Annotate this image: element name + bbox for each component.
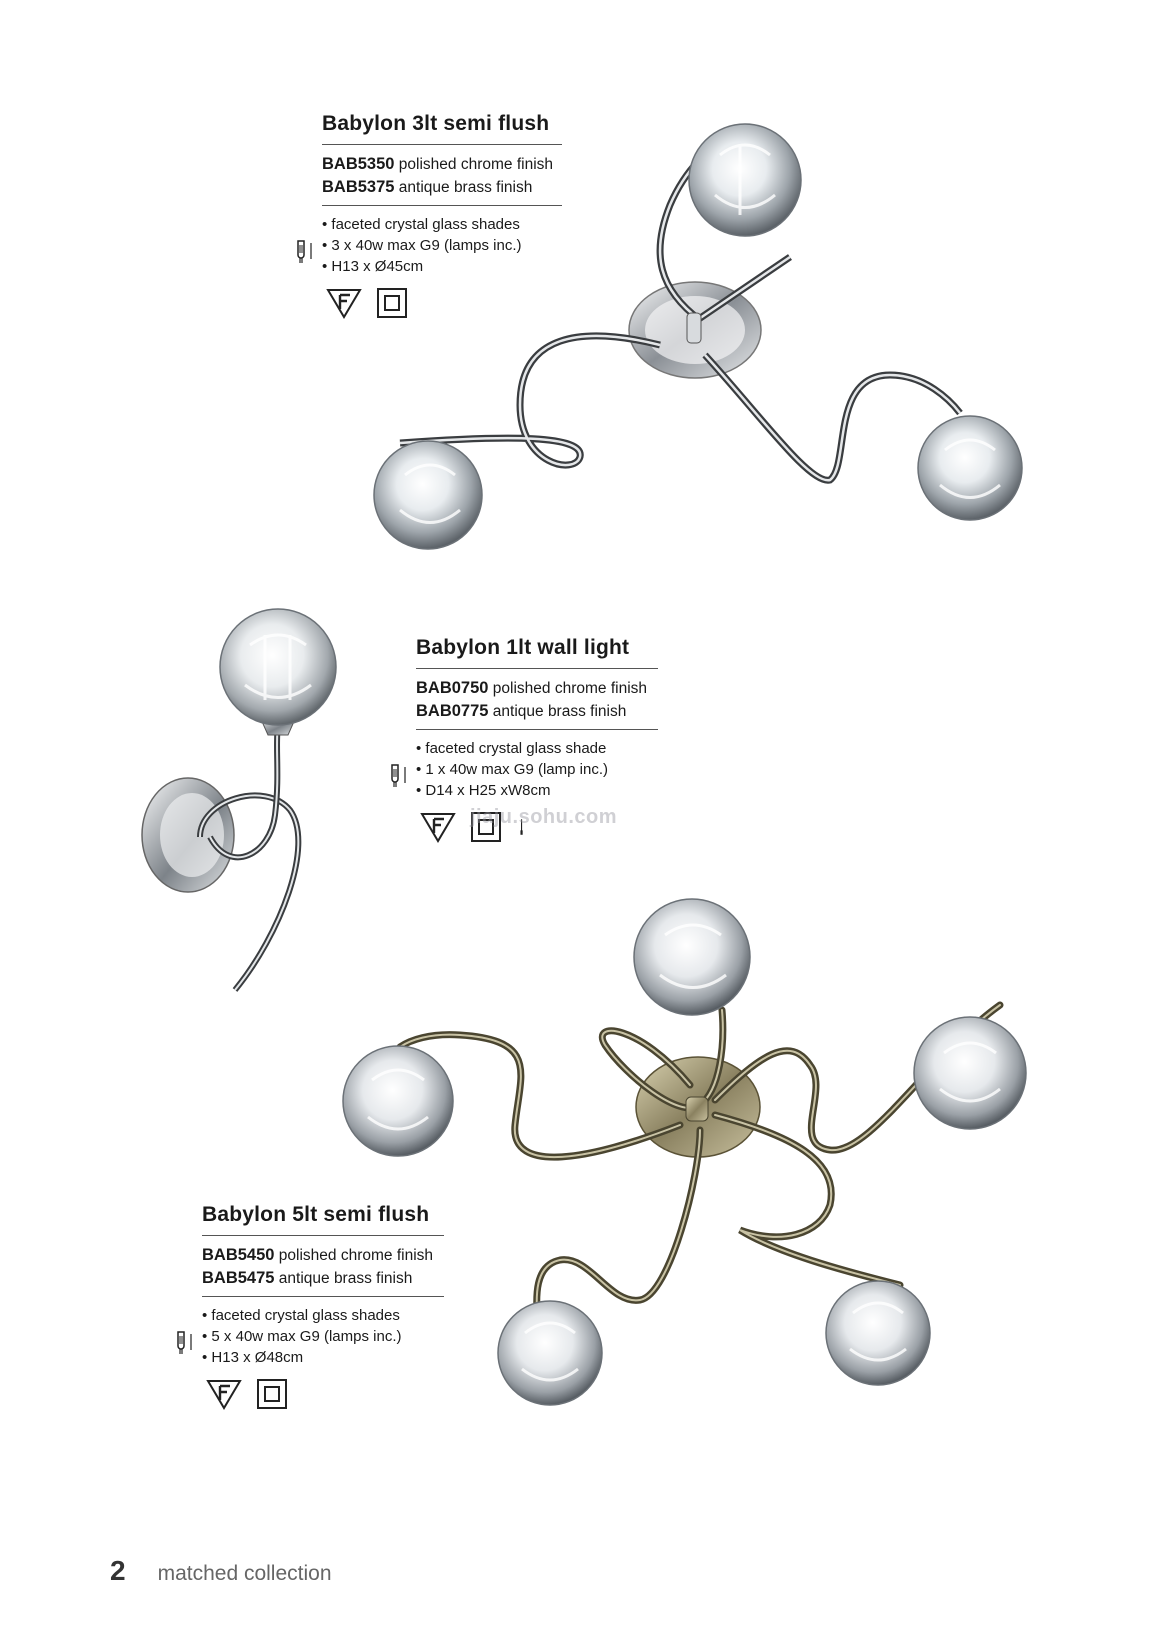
product-image-3lt: [360, 75, 1040, 565]
double-insulation-icon: [254, 1378, 290, 1410]
product-codes: [416, 669, 658, 730]
feature-item: • faceted crystal glass shade: [416, 740, 607, 757]
feature-item: • 1 x 40w max G9 (lamp inc.): [416, 761, 608, 778]
feature-item: • 5 x 40w max G9 (lamps inc.): [202, 1328, 402, 1345]
page-footer: [110, 1555, 332, 1587]
finish-label: polished chrome finish: [278, 1247, 434, 1264]
code-line: [416, 677, 658, 700]
finish-label: antique brass finish: [492, 703, 627, 720]
product-image-wall-light: [140, 605, 350, 1000]
feature-list: [416, 730, 658, 801]
page-number: 2: [110, 1555, 126, 1586]
feature-item: • H13 x Ø48cm: [202, 1349, 304, 1366]
code-line: [416, 700, 658, 723]
feature-item: • H13 x Ø45cm: [322, 258, 424, 275]
product-title: Babylon 3lt semi flush: [322, 112, 562, 145]
product-code: BAB0750: [416, 679, 489, 697]
f-mark-icon: [420, 811, 456, 843]
product-code: BAB5375: [322, 178, 395, 196]
finish-label: antique brass finish: [398, 179, 533, 196]
feature-item: • faceted crystal glass shades: [202, 1307, 400, 1324]
product-code: BAB5475: [202, 1269, 275, 1287]
f-mark-icon: [206, 1378, 242, 1410]
finish-label: polished chrome finish: [492, 680, 648, 697]
product-code: BAB5450: [202, 1246, 275, 1264]
finish-label: antique brass finish: [278, 1270, 413, 1287]
product-image-5lt: [340, 875, 1080, 1475]
g9-lamp-icon: [386, 761, 414, 789]
g9-lamp-icon: [172, 1328, 200, 1356]
f-mark-icon: [326, 287, 362, 319]
product-code: BAB5350: [322, 155, 395, 173]
product-code: BAB0775: [416, 702, 489, 720]
feature-item: • 3 x 40w max G9 (lamps inc.): [322, 237, 522, 254]
feature-item: • D14 x H25 xW8cm: [416, 782, 551, 799]
watermark: jiaju.sohu.com: [470, 806, 618, 828]
finish-label: polished chrome finish: [398, 156, 554, 173]
product-title: Babylon 1lt wall light: [416, 636, 658, 669]
section-name: matched collection: [157, 1562, 332, 1585]
product-title: Babylon 5lt semi flush: [202, 1203, 444, 1236]
feature-item: • faceted crystal glass shades: [322, 216, 520, 233]
g9-lamp-icon: [292, 237, 320, 265]
